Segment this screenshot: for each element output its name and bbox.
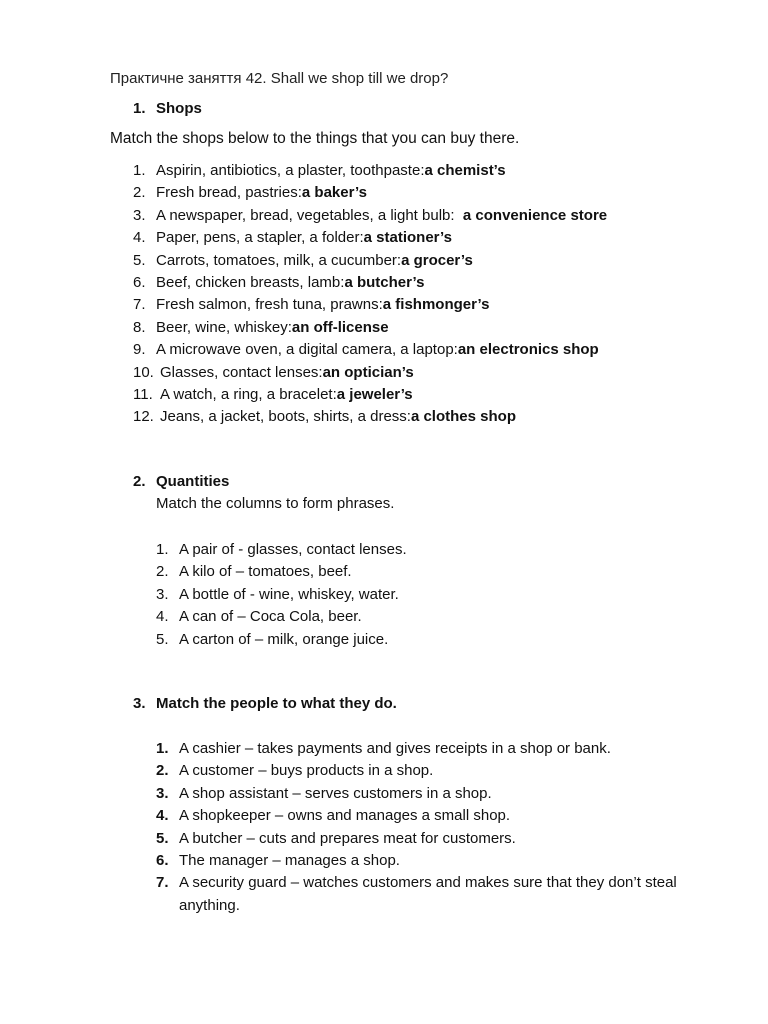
item-answer: a fishmonger’s	[382, 296, 490, 314]
item-number: 5.	[156, 630, 169, 648]
list-item	[156, 850, 699, 872]
list-item	[133, 250, 607, 272]
list-item	[156, 629, 407, 651]
item-number: 3.	[156, 784, 169, 802]
list-item	[156, 783, 699, 805]
item-text: Glasses, contact lenses:	[160, 363, 323, 381]
item-text: The manager – manages a shop.	[179, 851, 400, 869]
list-item	[156, 539, 407, 561]
item-number: 2.	[156, 762, 169, 780]
item-text: A butcher – cuts and prepares meat for customers.	[179, 829, 516, 847]
item-number: 9.	[133, 341, 146, 359]
item-number: 2.	[133, 184, 146, 202]
list-item	[133, 339, 607, 361]
list-item	[156, 561, 407, 583]
item-answer: a baker’s	[301, 184, 367, 202]
list-item	[133, 384, 607, 406]
section-people-heading	[133, 695, 397, 712]
item-number: 7.	[133, 296, 146, 314]
list-item	[133, 317, 607, 339]
list-item	[156, 738, 699, 760]
item-number: 7.	[156, 874, 169, 892]
item-answer: a chemist’s	[424, 162, 506, 179]
list-item	[156, 805, 699, 827]
item-text: A newspaper, bread, vegetables, a light bulb:	[156, 206, 463, 224]
list-item	[156, 872, 699, 917]
item-number: 8.	[133, 318, 146, 336]
item-number: 1.	[156, 740, 169, 757]
item-number: 4.	[156, 807, 169, 825]
section-number: 2.	[133, 473, 146, 490]
list-item	[133, 227, 607, 249]
section-shops-instruction: Match the shops below to the things that you can buy there.	[110, 130, 520, 147]
quantities-list	[156, 539, 407, 651]
item-text: A microwave oven, a digital camera, a laptop:	[156, 341, 458, 359]
shops-list	[133, 160, 607, 429]
item-text: Beer, wine, whiskey:	[156, 318, 292, 336]
item-text: Beef, chicken breasts, lamb:	[156, 273, 345, 291]
list-item	[133, 294, 607, 316]
item-text: Jeans, a jacket, boots, shirts, a dress:	[160, 408, 411, 426]
item-number: 11.	[133, 385, 153, 403]
item-number: 10.	[133, 363, 154, 381]
item-answer: a butcher’s	[344, 273, 425, 291]
item-text: A can of – Coca Cola, beer.	[179, 608, 362, 626]
item-answer: an electronics shop	[457, 341, 599, 359]
item-number: 5.	[156, 829, 169, 847]
list-item	[133, 362, 607, 384]
page-title: Практичне заняття 42. Shall we shop till we drop?	[110, 70, 449, 87]
item-number: 1.	[156, 541, 169, 558]
item-text: A shopkeeper – owns and manages a small shop.	[179, 807, 511, 825]
section-quantities-instruction: Match the columns to form phrases.	[156, 495, 395, 512]
list-item	[133, 182, 607, 204]
item-text: A bottle of - wine, whiskey, water.	[179, 585, 399, 603]
item-answer: an off-license	[291, 318, 389, 336]
section-title: Quantities	[156, 473, 230, 490]
item-number: 1.	[133, 162, 146, 179]
item-text: A shop assistant – serves customers in a shop.	[179, 784, 492, 802]
item-number: 5.	[133, 251, 146, 269]
item-number: 4.	[156, 608, 169, 626]
item-text: A cashier – takes payments and gives receipts in a shop or bank.	[179, 740, 611, 757]
item-text: A kilo of – tomatoes, beef.	[179, 563, 352, 581]
list-item	[133, 160, 607, 182]
item-text: Fresh bread, pastries:	[156, 184, 302, 202]
section-title: Match the people to what they do.	[156, 695, 397, 712]
item-text: A watch, a ring, a bracelet:	[160, 385, 337, 403]
section-number: 1.	[133, 100, 146, 117]
section-quantities-heading	[133, 473, 229, 490]
item-number: 2.	[156, 563, 169, 581]
item-answer: a grocer’s	[401, 251, 473, 269]
item-number: 4.	[133, 229, 146, 247]
list-item	[133, 272, 607, 294]
item-number: 6.	[133, 273, 146, 291]
section-title: Shops	[156, 100, 202, 117]
item-number: 3.	[156, 585, 169, 603]
item-answer: an optician’s	[322, 363, 414, 381]
list-item	[156, 828, 699, 850]
item-answer: a convenience store	[462, 206, 608, 224]
list-item	[156, 606, 407, 628]
item-answer: a clothes shop	[410, 408, 516, 426]
section-number: 3.	[133, 695, 146, 712]
item-text: Carrots, tomatoes, milk, a cucumber:	[156, 251, 402, 269]
section-shops-heading	[133, 100, 202, 117]
item-text: A security guard – watches customers and makes sure that they don’t steal anything.	[179, 874, 677, 914]
item-text: A carton of – milk, orange juice.	[179, 630, 389, 648]
item-answer: a jeweler’s	[336, 385, 413, 403]
item-text: A customer – buys products in a shop.	[179, 762, 434, 780]
item-number: 3.	[133, 206, 146, 224]
list-item	[133, 406, 607, 428]
list-item	[156, 584, 407, 606]
people-list	[156, 738, 699, 917]
item-number: 12.	[133, 408, 154, 426]
item-text: Paper, pens, a stapler, a folder:	[156, 229, 364, 247]
item-text: Aspirin, antibiotics, a plaster, toothpaste:	[156, 162, 425, 179]
list-item	[133, 205, 607, 227]
item-text: Fresh salmon, fresh tuna, prawns:	[156, 296, 383, 314]
list-item	[156, 760, 699, 782]
item-answer: a stationer’s	[363, 229, 453, 247]
item-text: A pair of - glasses, contact lenses.	[179, 541, 407, 558]
item-number: 6.	[156, 851, 169, 869]
